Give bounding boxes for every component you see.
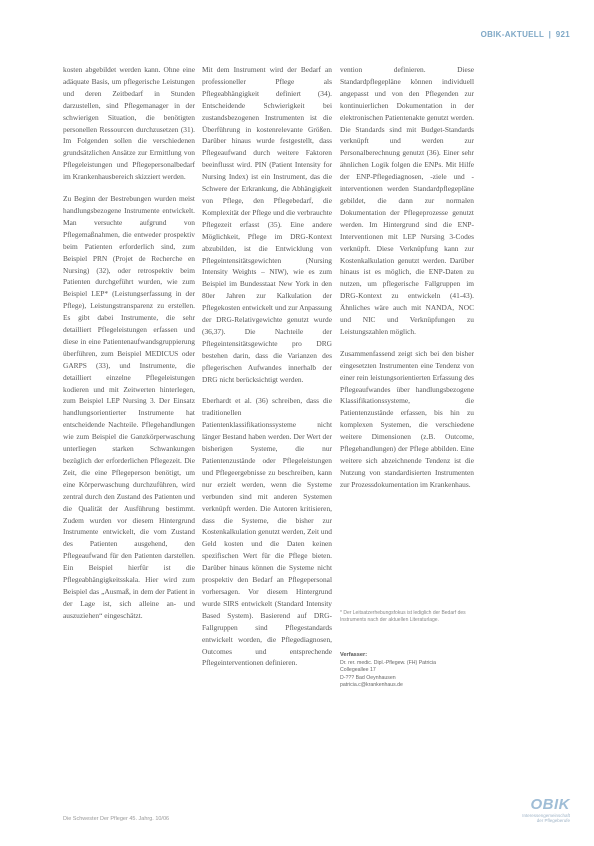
section-title: OBIK-AKTUELL xyxy=(480,30,545,39)
author-city: D-??? Bad Oeynhausen xyxy=(340,674,396,681)
brand-logo xyxy=(490,797,570,824)
paragraph: Mit dem Instrument wird der Bedarf an professioneller Pflege als Pflegeabhängigkeit definiert (34). Entscheidende Schwierigkeit bei zustandsbezogenen Instrumenten ist die Überführung in kostenrelevante Größen. Darüber hinaus wurde festgestellt, dass Pflegeaufwand durch weitere Faktoren beeinflusst wird. PIN (Patient Intensity for Nursing Index) ist ein Instrument, das die Schwere der Erkrankung, die Abhängigkeit von Pflege, den Pflegebedarf, die Komplexität der Pflege und die verbrauchte Pflegezeit erfasst (35). Eine andere Möglichkeit, Pflege im DRG-Kontext abzubilden, ist die Entwicklung von Pflegeintensitätsgewichten (Nursing Intensity Weights – NIW), wie es zum Beispiel im Bundesstaat New York in den 80er Jahren zur Kalkulation der Pflegekosten entwickelt und zur Anpassung der DRG-Relativgewichte genutzt wurde (36,37). Die Nachteile der Pflegeintensitätsgewichte pro DRG bestehen darin, dass die Varianzen des pflegerischen Aufwandes innerhalb der DRG nicht berücksichtigt werden. xyxy=(202,65,332,384)
footnote xyxy=(340,610,474,624)
text-column-3 xyxy=(340,64,474,501)
paragraph: Eberhardt et al. (36) schreiben, dass die traditionellen Patientenklassifikationssysteme nicht länger Bestand haben werden. Der Wert der bisherigen Systeme, die nur Patientenzustände oder Pflegeleistungen und Pflegeergebnisse zu beschreiben, kann nur erzielt werden, wenn die Systeme verbunden sind mit anderen Systemen verknüpft werden. Die Autoren kritisieren, dass die Systeme, die bisher zur Kostenkalkulation genutzt werden, Zeit und Geld kosten und die Daten keinen spezifischen Wert für die Pflege bieten. Darüber hinaus können die Systeme nicht prospektiv den Bedarf an Pflegepersonal vorhersagen. Vor diesem Hintergrund wurde SIRS entwickelt (Standard Intensity Based System). Basierend auf DRG-Fallgruppen sind Pflegestandards entwickelt worden, die Pflegediagnosen, Outcomes und entsprechende Pflegeinterventionen definieren. xyxy=(202,396,332,668)
paragraph: kosten abgebildet werden kann. Ohne eine adäquate Basis, um pflegerische Leistungen und deren Zeitbedarf in Stunden darzustellen, sind Pflegemanager in der schwierigen Situation, die benötigten personellen Ressourcen durchzusetzen (31). Im Folgenden sollen die verschiedenen grundsätzlichen Ansätze zur Ermittlung von Pflegeleistungen und Pflegepersonalbedarf im Krankenhausbereich skizziert werden. xyxy=(63,65,195,182)
text-column-1 xyxy=(63,64,195,632)
author-email: patricia.c@krankenhaus.de xyxy=(340,682,403,689)
footnote-text: * Der Leitsatzerhebungsfokus ist lediglich der Bedarf des Instruments nach der aktuellen Literaturlage. xyxy=(340,610,466,623)
text-column-2 xyxy=(202,64,332,679)
author-box-title: Verfasser: xyxy=(340,652,368,658)
author-box xyxy=(340,652,474,690)
logo-tagline-2: der Pflegeberufe xyxy=(536,818,570,824)
paragraph: Zusammenfassend zeigt sich bei den bisher eingesetzten Instrumenten eine Tendenz von einer rein leistungsorientierten Erfassung des Pflegeaufwandes über handlungsbezogene Klassifikationssysteme, die Patientenzustände erfassen, bis hin zu komplexen Systemen, die verschiedene weitere Dimensionen (z.B. Outcome, Pflegehandlungen) der Pflege abbilden. Eine weitere sich abzeichnende Tendenz ist die Nutzung von standardisierten Instrumenten zur Prozessdokumentation im Krankenhaus. xyxy=(340,348,474,489)
separator: | xyxy=(546,30,554,39)
logo-tagline-1: Interessengemeinschaft xyxy=(522,812,570,818)
page-number: 921 xyxy=(555,30,570,39)
author-name: Dr. rer. medic. Dipl.-Pflegew. (FH) Patricia xyxy=(340,659,436,666)
paragraph: Zu Beginn der Bestrebungen wurden meist handlungsbezogene Instrumente entwickelt. Man versuchte aufgrund von Pflegemaßnahmen, die entweder prospektiv beim Patienten erforderlich sind, zum Beispiel PRN (Projet de Recherche en Nursing) (32), oder retrospektiv beim Patienten durchgeführt wurden, wie zum Beispiel LEP* (Leistungserfassung in der Pflege), Leistungstransparenz zu erstellen. Es gibt dabei Instrumente, die sehr detailliert Pflegeleistungen erfassen und diese in eine Patientenaufwandsgruppierung überführen, zum Beispiel MEDICUS oder GARPS (33), und Instrumente, die detailliert einzelne Pflegeleistungen kodieren und mit Zeitwerten hinterlegen, zum Beispiel LEP Nursing 3. Der Einsatz handlungsorientierter Instrumente hat entscheidende Nachteile. Pflegehandlungen wie zum Beispiel die Ganzkörperwaschung unterliegen starken Schwankungen bezüglich der erforderlichen Pflegezeit. Die Zeit, die eine Pflegeperson benötigt, um eine Körperwaschung durchzuführen, wird zentral durch den Zustand des Patienten und die Qualität der Ausführung bestimmt. Zudem wurden vor diesem Hintergrund Instrumente entwickelt, die vom Zustand des Patienten ausgehend, den Pflegeaufwand für den Patienten darstellen. Ein Beispiel hierfür ist die Pflegeabhängigkeitsskala. Hier wird zum Beispiel das „Ausmaß, in dem der Patient in der Lage ist, sich alleine an- und auszuziehen“ eingeschätzt. xyxy=(63,194,195,620)
running-head xyxy=(481,30,570,39)
logo-wordmark: OBIK xyxy=(530,795,570,813)
footer-citation: Die Schwester Der Pfleger 45. Jahrg. 10/06 xyxy=(63,816,170,822)
author-street: Collegeallee 17 xyxy=(340,667,376,674)
paragraph: vention definieren. Diese Standardpflegepläne können individuell angepasst und von den Pflegenden zur kontinuierlichen Dokumentation in der elektronischen Patientenakte genutzt werden. Die Standards sind mit Budget-Standards verknüpft und werden zur Personalberechnung genutzt (36). Einer sehr ähnlichen Logik folgen die ENPs. Mit Hilfe der ENP-Pflegediagnosen, -ziele und -interventionen werden Standardpflegepläne gebildet, die dann zur normalen Dokumentation der Pflegeprozesse genutzt werden. Im Hintergrund sind die ENP-Interventionen mit LEP Nursing 3-Codes verknüpft. Diese Verknüpfung kann zur Kostenkalkulation genutzt werden. Darüber hinaus ist es möglich, die ENP-Daten zu nutzen, um pflegerische Fallgruppen im DRG-Kontext zu entwickeln (41-43). Ähnliches wäre auch mit NANDA, NOC und NIC und Verknüpfungen zu Leistungszahlen möglich. xyxy=(340,65,474,336)
